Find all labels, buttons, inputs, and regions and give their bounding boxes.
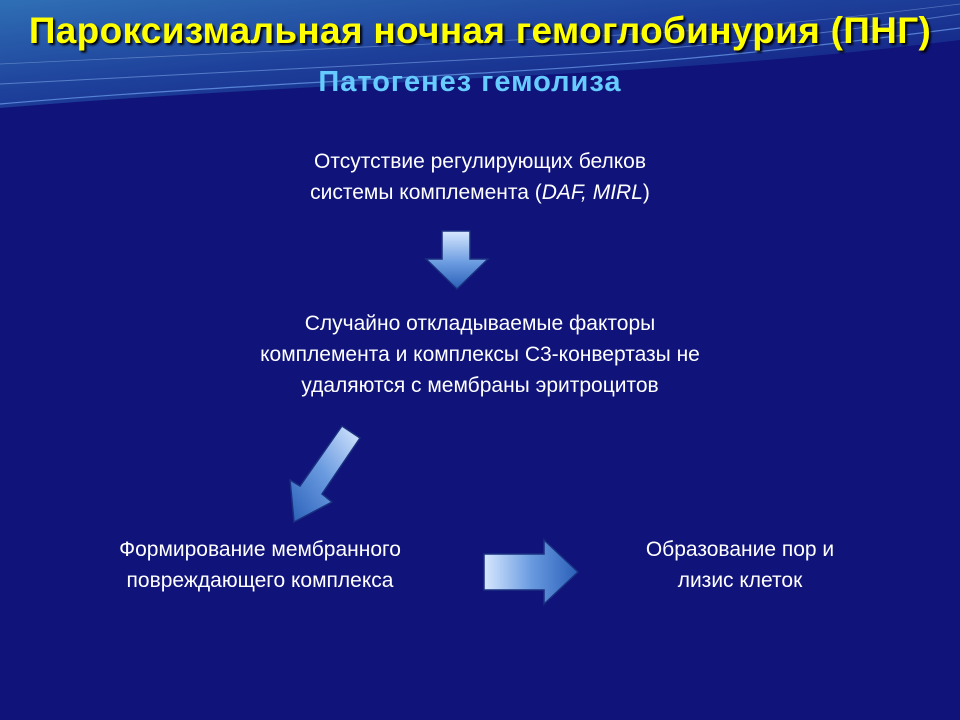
arrow-down-icon bbox=[424, 229, 490, 291]
slide-title: Пароксизмальная ночная гемоглобинурия (ПНГ) bbox=[28, 10, 932, 51]
step-3-line-2: повреждающего комплекса bbox=[126, 569, 394, 592]
step-3-text bbox=[40, 534, 480, 596]
step-2-text bbox=[130, 308, 830, 401]
arrow-down-left-icon bbox=[284, 424, 364, 526]
step-1-line-2: системы комплемента (DAF, MIRL) bbox=[310, 181, 650, 204]
abbrev-daf-mirl: DAF, MIRL bbox=[541, 181, 643, 204]
step-4-text bbox=[560, 534, 920, 596]
step-1-line-1: Отсутствие регулирующих белков bbox=[314, 150, 646, 173]
slide-subtitle: Патогенез гемолиза bbox=[318, 66, 622, 98]
step-2-line-3: удаляются с мембраны эритроцитов bbox=[301, 374, 659, 397]
step-1-text bbox=[150, 146, 810, 208]
step-3-line-1: Формирование мембранного bbox=[119, 538, 401, 561]
step-4-line-1: Образование пор и bbox=[645, 538, 835, 561]
step-2-line-2: комплемента и комплексы С3-конвертазы не bbox=[260, 343, 700, 366]
step-4-line-2: лизис клеток bbox=[677, 569, 803, 592]
step-2-line-1: Случайно откладываемые факторы bbox=[304, 312, 656, 335]
